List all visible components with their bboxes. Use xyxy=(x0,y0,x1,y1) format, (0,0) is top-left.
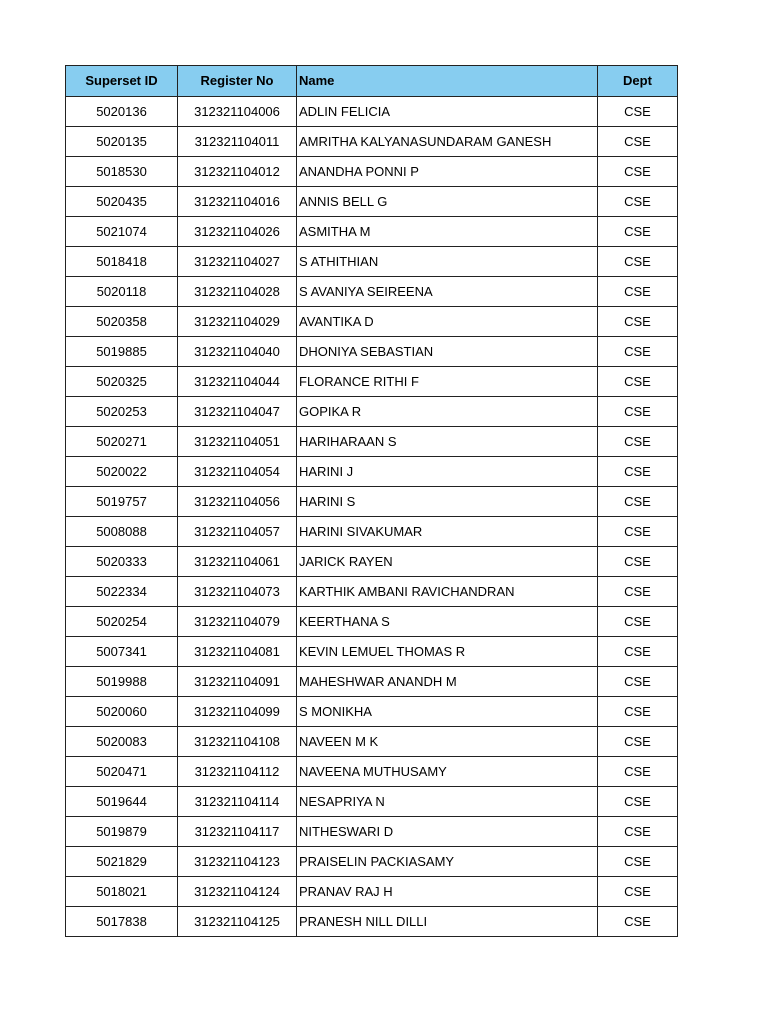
cell-superset-id: 5018418 xyxy=(66,247,178,277)
cell-superset-id: 5020333 xyxy=(66,547,178,577)
cell-dept: CSE xyxy=(598,757,678,787)
cell-superset-id: 5020060 xyxy=(66,697,178,727)
table-row xyxy=(66,697,678,727)
cell-dept: CSE xyxy=(598,457,678,487)
cell-superset-id: 5018021 xyxy=(66,877,178,907)
cell-dept: CSE xyxy=(598,487,678,517)
header-name: Name xyxy=(297,66,598,97)
cell-name: NESAPRIYA N xyxy=(297,787,598,817)
cell-superset-id: 5019757 xyxy=(66,487,178,517)
table-row xyxy=(66,727,678,757)
cell-superset-id: 5022334 xyxy=(66,577,178,607)
table-row xyxy=(66,277,678,307)
table-row xyxy=(66,127,678,157)
cell-superset-id: 5020435 xyxy=(66,187,178,217)
cell-name: KEVIN LEMUEL THOMAS R xyxy=(297,637,598,667)
cell-name: ASMITHA M xyxy=(297,217,598,247)
cell-superset-id: 5018530 xyxy=(66,157,178,187)
cell-name: MAHESHWAR ANANDH M xyxy=(297,667,598,697)
cell-superset-id: 5019885 xyxy=(66,337,178,367)
cell-name: NAVEENA MUTHUSAMY xyxy=(297,757,598,787)
cell-register-no: 312321104124 xyxy=(178,877,297,907)
cell-superset-id: 5021829 xyxy=(66,847,178,877)
cell-name: NAVEEN M K xyxy=(297,727,598,757)
table-header xyxy=(66,66,678,97)
table-row xyxy=(66,637,678,667)
cell-name: PRANAV RAJ H xyxy=(297,877,598,907)
cell-dept: CSE xyxy=(598,367,678,397)
cell-register-no: 312321104016 xyxy=(178,187,297,217)
cell-superset-id: 5020135 xyxy=(66,127,178,157)
cell-name: S MONIKHA xyxy=(297,697,598,727)
cell-superset-id: 5020254 xyxy=(66,607,178,637)
cell-name: PRAISELIN PACKIASAMY xyxy=(297,847,598,877)
cell-register-no: 312321104125 xyxy=(178,907,297,937)
cell-register-no: 312321104108 xyxy=(178,727,297,757)
table-row xyxy=(66,367,678,397)
cell-register-no: 312321104054 xyxy=(178,457,297,487)
header-row xyxy=(66,66,678,97)
cell-superset-id: 5020325 xyxy=(66,367,178,397)
cell-superset-id: 5020358 xyxy=(66,307,178,337)
table-row xyxy=(66,427,678,457)
cell-dept: CSE xyxy=(598,547,678,577)
cell-superset-id: 5019644 xyxy=(66,787,178,817)
header-superset-id: Superset ID xyxy=(66,66,178,97)
cell-register-no: 312321104091 xyxy=(178,667,297,697)
cell-dept: CSE xyxy=(598,427,678,457)
cell-register-no: 312321104112 xyxy=(178,757,297,787)
cell-name: ANNIS BELL G xyxy=(297,187,598,217)
cell-register-no: 312321104057 xyxy=(178,517,297,547)
cell-register-no: 312321104081 xyxy=(178,637,297,667)
table-row xyxy=(66,757,678,787)
cell-superset-id: 5007341 xyxy=(66,637,178,667)
header-dept: Dept xyxy=(598,66,678,97)
cell-name: HARINI S xyxy=(297,487,598,517)
cell-superset-id: 5021074 xyxy=(66,217,178,247)
cell-superset-id: 5017838 xyxy=(66,907,178,937)
cell-register-no: 312321104123 xyxy=(178,847,297,877)
cell-name: PRANESH NILL DILLI xyxy=(297,907,598,937)
cell-dept: CSE xyxy=(598,127,678,157)
cell-name: AVANTIKA D xyxy=(297,307,598,337)
cell-dept: CSE xyxy=(598,877,678,907)
cell-name: HARINI J xyxy=(297,457,598,487)
cell-register-no: 312321104047 xyxy=(178,397,297,427)
cell-name: GOPIKA R xyxy=(297,397,598,427)
cell-dept: CSE xyxy=(598,907,678,937)
table-row xyxy=(66,397,678,427)
cell-register-no: 312321104011 xyxy=(178,127,297,157)
table-row xyxy=(66,187,678,217)
cell-name: AMRITHA KALYANASUNDARAM GANESH xyxy=(297,127,598,157)
cell-register-no: 312321104040 xyxy=(178,337,297,367)
cell-name: ADLIN FELICIA xyxy=(297,97,598,127)
cell-register-no: 312321104056 xyxy=(178,487,297,517)
cell-superset-id: 5020471 xyxy=(66,757,178,787)
cell-dept: CSE xyxy=(598,637,678,667)
cell-name: ANANDHA PONNI P xyxy=(297,157,598,187)
cell-superset-id: 5020136 xyxy=(66,97,178,127)
cell-superset-id: 5020022 xyxy=(66,457,178,487)
cell-dept: CSE xyxy=(598,667,678,697)
cell-name: S AVANIYA SEIREENA xyxy=(297,277,598,307)
cell-name: S ATHITHIAN xyxy=(297,247,598,277)
table-row xyxy=(66,817,678,847)
table-row xyxy=(66,337,678,367)
cell-register-no: 312321104026 xyxy=(178,217,297,247)
cell-dept: CSE xyxy=(598,817,678,847)
cell-dept: CSE xyxy=(598,517,678,547)
cell-name: JARICK RAYEN xyxy=(297,547,598,577)
table-body xyxy=(66,97,678,937)
cell-dept: CSE xyxy=(598,787,678,817)
cell-dept: CSE xyxy=(598,727,678,757)
cell-register-no: 312321104027 xyxy=(178,247,297,277)
cell-dept: CSE xyxy=(598,577,678,607)
cell-name: HARINI SIVAKUMAR xyxy=(297,517,598,547)
cell-superset-id: 5019988 xyxy=(66,667,178,697)
cell-dept: CSE xyxy=(598,847,678,877)
table-row xyxy=(66,547,678,577)
cell-register-no: 312321104079 xyxy=(178,607,297,637)
table-row xyxy=(66,847,678,877)
table-row xyxy=(66,577,678,607)
cell-register-no: 312321104028 xyxy=(178,277,297,307)
cell-dept: CSE xyxy=(598,697,678,727)
cell-register-no: 312321104114 xyxy=(178,787,297,817)
table-row xyxy=(66,157,678,187)
student-roster-table xyxy=(65,65,678,937)
cell-name: DHONIYA SEBASTIAN xyxy=(297,337,598,367)
cell-superset-id: 5008088 xyxy=(66,517,178,547)
cell-register-no: 312321104006 xyxy=(178,97,297,127)
cell-name: HARIHARAAN S xyxy=(297,427,598,457)
cell-register-no: 312321104073 xyxy=(178,577,297,607)
table-row xyxy=(66,487,678,517)
table-row xyxy=(66,307,678,337)
table-row xyxy=(66,877,678,907)
cell-register-no: 312321104061 xyxy=(178,547,297,577)
table-row xyxy=(66,97,678,127)
table-row xyxy=(66,457,678,487)
header-register-no: Register No xyxy=(178,66,297,97)
table-row xyxy=(66,907,678,937)
cell-superset-id: 5020118 xyxy=(66,277,178,307)
cell-dept: CSE xyxy=(598,247,678,277)
cell-dept: CSE xyxy=(598,277,678,307)
table-row xyxy=(66,667,678,697)
table-row xyxy=(66,607,678,637)
table-row xyxy=(66,787,678,817)
cell-register-no: 312321104044 xyxy=(178,367,297,397)
cell-register-no: 312321104012 xyxy=(178,157,297,187)
cell-dept: CSE xyxy=(598,187,678,217)
cell-name: KARTHIK AMBANI RAVICHANDRAN xyxy=(297,577,598,607)
cell-dept: CSE xyxy=(598,397,678,427)
cell-dept: CSE xyxy=(598,337,678,367)
cell-superset-id: 5019879 xyxy=(66,817,178,847)
cell-register-no: 312321104029 xyxy=(178,307,297,337)
cell-register-no: 312321104051 xyxy=(178,427,297,457)
cell-superset-id: 5020271 xyxy=(66,427,178,457)
cell-superset-id: 5020253 xyxy=(66,397,178,427)
cell-name: KEERTHANA S xyxy=(297,607,598,637)
cell-dept: CSE xyxy=(598,307,678,337)
cell-register-no: 312321104099 xyxy=(178,697,297,727)
cell-superset-id: 5020083 xyxy=(66,727,178,757)
cell-dept: CSE xyxy=(598,157,678,187)
table-row xyxy=(66,217,678,247)
cell-dept: CSE xyxy=(598,217,678,247)
cell-register-no: 312321104117 xyxy=(178,817,297,847)
table-row xyxy=(66,247,678,277)
table-row xyxy=(66,517,678,547)
cell-name: NITHESWARI D xyxy=(297,817,598,847)
cell-name: FLORANCE RITHI F xyxy=(297,367,598,397)
student-roster-sheet xyxy=(65,65,678,937)
cell-dept: CSE xyxy=(598,607,678,637)
cell-dept: CSE xyxy=(598,97,678,127)
